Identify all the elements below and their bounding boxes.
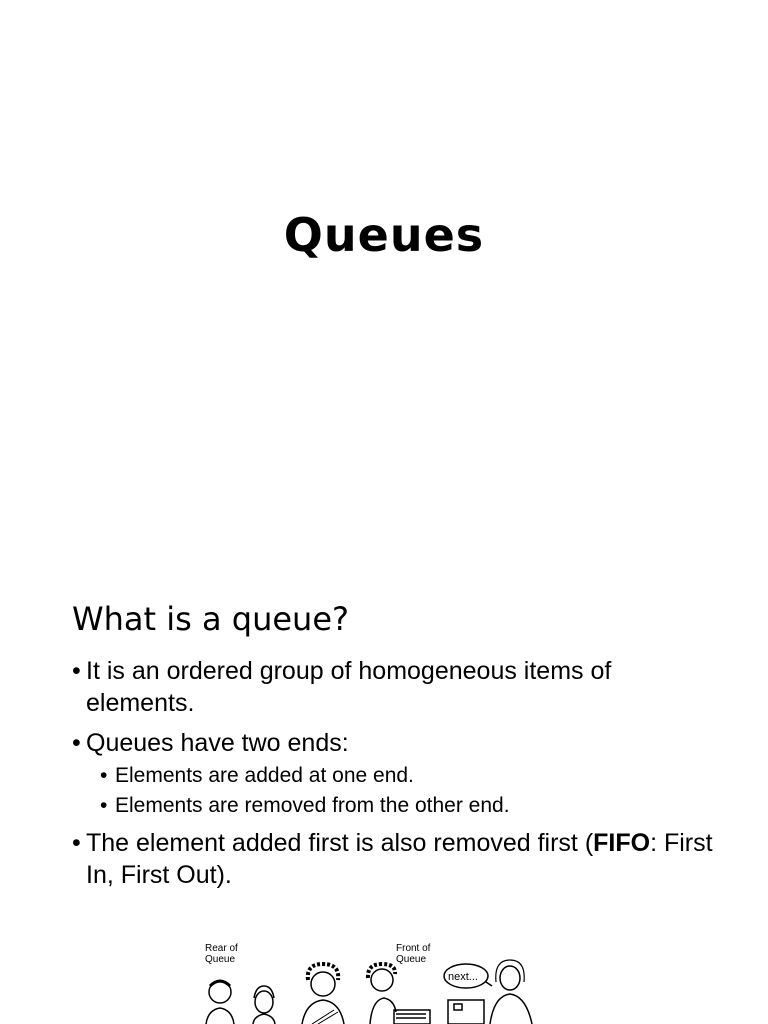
bullet-dot-icon: • xyxy=(72,657,81,685)
person-icon xyxy=(206,981,234,1024)
bullet-text-pre: The element added first is also removed first ( xyxy=(86,829,594,857)
sub-bullet-text: Elements are removed from the other end. xyxy=(115,794,510,817)
bullet-text: It is an ordered group of homogeneous items of elements. xyxy=(86,657,612,717)
bullet-dot-icon: • xyxy=(100,794,108,817)
fifo-term: FIFO xyxy=(593,829,651,857)
bullet-dot-icon: • xyxy=(100,764,108,787)
sub-bullet-item xyxy=(72,791,722,821)
slide-title: Queues xyxy=(283,208,485,262)
person-icon xyxy=(490,960,532,1024)
sub-bullet-item xyxy=(72,761,722,791)
bullet-dot-icon: • xyxy=(72,829,81,857)
person-icon xyxy=(368,964,430,1024)
bullet-text: Queues have two ends: xyxy=(86,729,349,757)
section-heading: What is a queue? xyxy=(72,600,349,638)
bullet-dot-icon: • xyxy=(72,729,81,757)
speech-text: next... xyxy=(448,971,478,983)
sub-bullet-text: Elements are added at one end. xyxy=(115,764,414,787)
person-icon xyxy=(302,964,344,1024)
rear-of-queue-label: Rear of Queue xyxy=(205,943,238,965)
bullet-item xyxy=(72,655,722,719)
bullet-list xyxy=(72,655,722,899)
bullet-item xyxy=(72,827,722,891)
cash-register-icon xyxy=(448,1000,484,1024)
bullet-text-post: : First In, First Out). xyxy=(86,829,713,889)
person-icon xyxy=(253,986,275,1024)
bullet-item xyxy=(72,727,722,759)
front-of-queue-label: Front of Queue xyxy=(396,943,431,965)
queue-illustration xyxy=(190,940,550,1024)
